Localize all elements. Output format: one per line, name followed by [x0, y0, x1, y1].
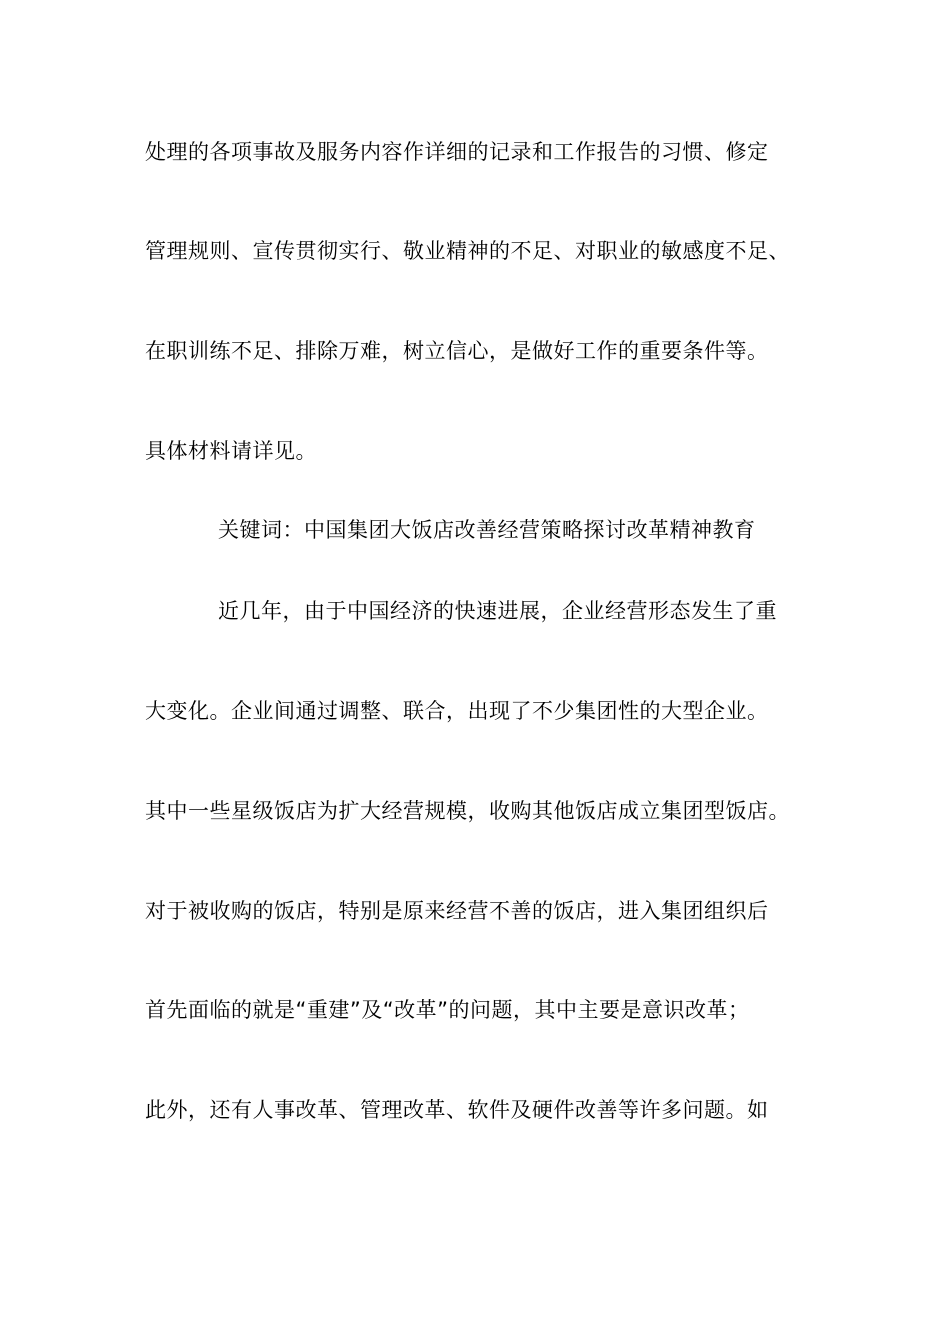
paragraph-first-line: 近几年，由于中国经济的快速进展，企业经营形态发生了重: [218, 599, 777, 623]
body-line: 首先面临的就是“重建”及“改革”的问题，其中主要是意识改革；: [145, 998, 750, 1022]
body-line: 此外，还有人事改革、管理改革、软件及硬件改善等许多问题。如: [145, 1098, 769, 1122]
body-line: 在职训练不足、排除万难，树立信心，是做好工作的重要条件等。: [145, 339, 769, 363]
body-line: 处理的各项事故及服务内容作详细的记录和工作报告的习惯、修定: [145, 140, 769, 164]
body-line: 管理规则、宣传贯彻实行、敬业精神的不足、对职业的敏感度不足、: [145, 239, 790, 263]
body-line: 对于被收购的饭店，特别是原来经营不善的饭店，进入集团组织后: [145, 899, 769, 923]
body-line: 其中一些星级饭店为扩大经营规模，收购其他饭店成立集团型饭店。: [145, 799, 790, 823]
body-line: 具体材料请详见。: [145, 439, 317, 463]
body-line: 大变化。企业间通过调整、联合，出现了不少集团性的大型企业。: [145, 699, 769, 723]
keywords-line: 关键词：中国集团大饭店改善经营策略探讨改革精神教育: [218, 518, 756, 542]
